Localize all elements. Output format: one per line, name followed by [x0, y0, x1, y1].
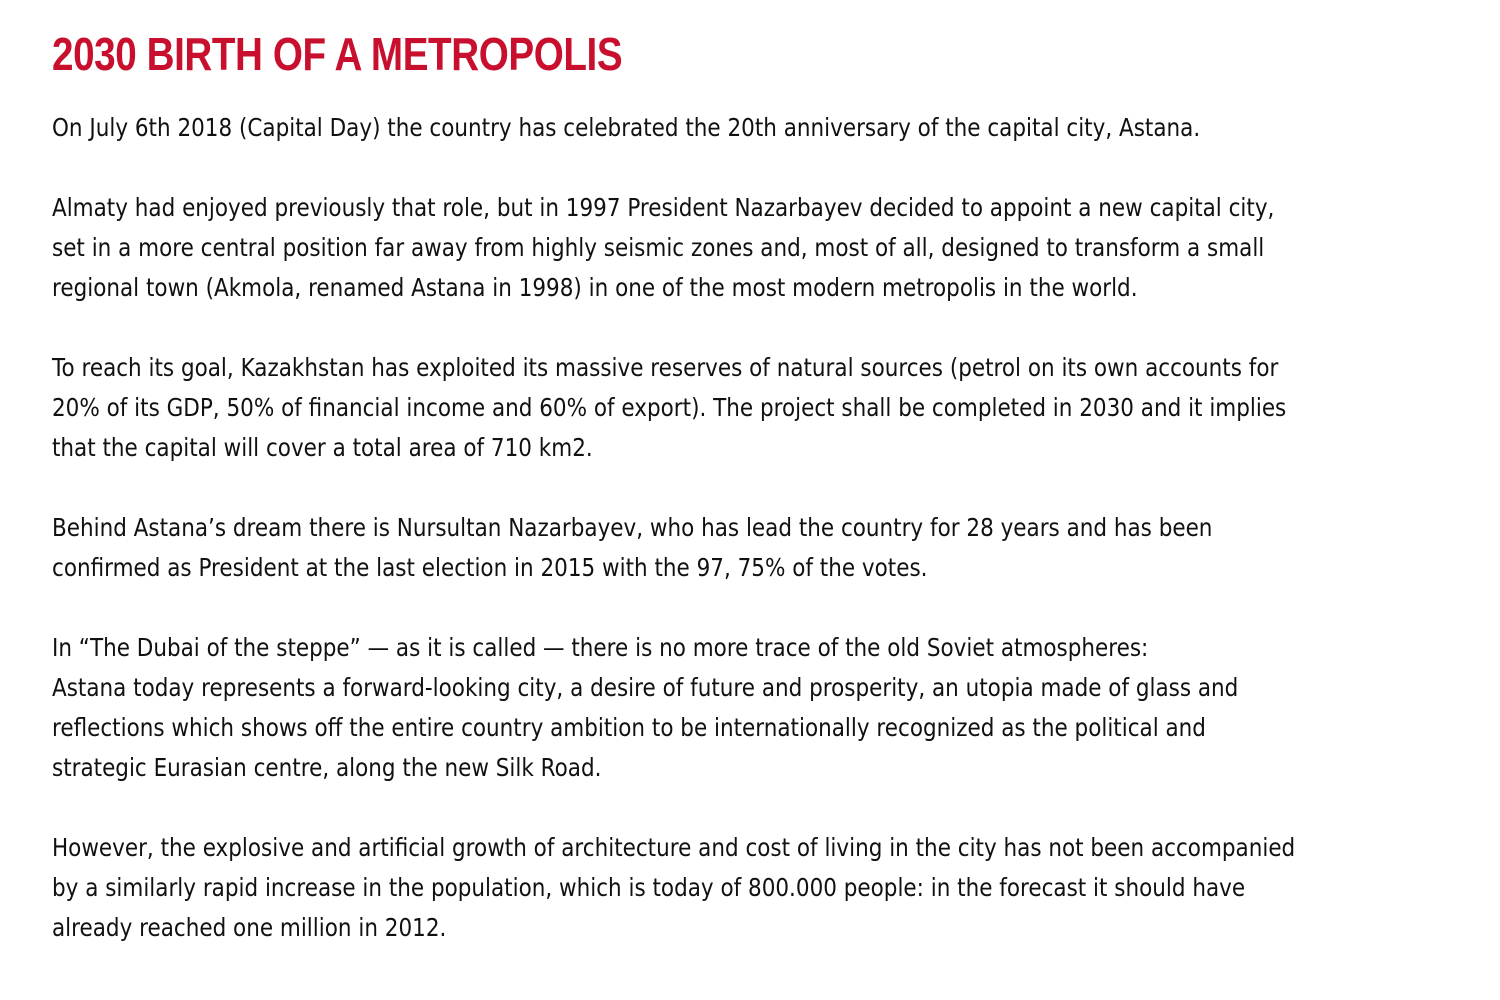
paragraph-line: strategic Eurasian centre, along the new Silk Road.	[52, 753, 602, 782]
paragraph-natural-sources	[52, 348, 1472, 468]
paragraph-dubai-of-the-steppe	[52, 628, 1472, 788]
page-title: 2030 BIRTH OF A METROPOLIS	[52, 28, 623, 80]
paragraph-line: by a similarly rapid increase in the population, which is today of 800.000 people: in the forecast it should have	[52, 873, 1246, 902]
paragraph-line: In “The Dubai of the steppe” — as it is called — there is no more trace of the old Soviet atmospheres:	[52, 633, 1149, 662]
paragraph-line: However, the explosive and artificial growth of architecture and cost of living in the city has not been accompanied	[52, 833, 1296, 862]
paragraph-new-capital	[52, 188, 1472, 308]
paragraph-line: To reach its goal, Kazakhstan has exploited its massive reserves of natural sources (petrol on its own accounts for	[52, 353, 1279, 382]
paragraph-line: Astana today represents a forward-looking city, a desire of future and prosperity, an utopia made of glass and	[52, 673, 1239, 702]
paragraph-population	[52, 828, 1472, 948]
paragraph-nazarbayev	[52, 508, 1472, 588]
paragraph-line: 20% of its GDP, 50% of financial income and 60% of export). The project shall be completed in 2030 and it implies	[52, 393, 1287, 422]
paragraph-line: that the capital will cover a total area of 710 km2.	[52, 433, 593, 462]
article	[52, 24, 1472, 988]
paragraph-line: Almaty had enjoyed previously that role, but in 1997 President Nazarbayev decided to appoint a new capital city,	[52, 193, 1275, 222]
paragraph-line: confirmed as President at the last election in 2015 with the 97, 75% of the votes.	[52, 553, 928, 582]
paragraph-capital-day	[52, 108, 1472, 148]
paragraph-line: On July 6th 2018 (Capital Day) the country has celebrated the 20th anniversary of the capital city, Astana.	[52, 113, 1201, 142]
paragraph-line: regional town (Akmola, renamed Astana in 1998) in one of the most modern metropolis in the world.	[52, 273, 1138, 302]
paragraph-line: reflections which shows off the entire country ambition to be internationally recognized as the political and	[52, 713, 1206, 742]
paragraph-line: set in a more central position far away from highly seismic zones and, most of all, designed to transform a small	[52, 233, 1265, 262]
paragraph-line: already reached one million in 2012.	[52, 913, 447, 942]
paragraph-line: Behind Astana’s dream there is Nursultan Nazarbayev, who has lead the country for 28 years and has been	[52, 513, 1213, 542]
